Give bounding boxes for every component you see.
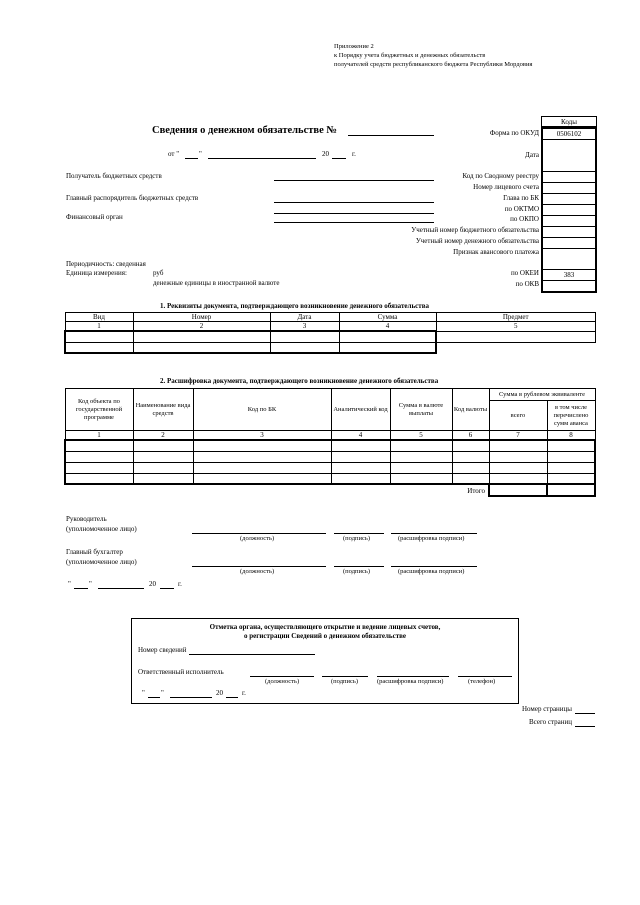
budget-oblig-label: Учетный номер бюджетного обязательства	[411, 226, 539, 234]
total-pages-label: Всего страниц	[528, 718, 572, 726]
stamp-date-year-suffix: г.	[242, 689, 246, 697]
s2-cell[interactable]	[489, 462, 547, 473]
s2-cell[interactable]	[390, 440, 452, 451]
table-row[interactable]	[65, 473, 595, 484]
s2-num-2: 2	[133, 431, 193, 441]
s1-col-date: Дата	[270, 313, 339, 322]
s2-cell[interactable]	[193, 451, 331, 462]
s2-col-advance: в том числе перечислено сумм аванса	[547, 401, 595, 431]
page-number-label: Номер страницы	[521, 705, 572, 713]
appendix-line1: Приложение 2	[334, 43, 374, 50]
budget-oblig-value[interactable]	[543, 227, 595, 238]
oktmo-label: по ОКТМО	[504, 205, 539, 213]
s2-col-kind: Наименование вида средств	[133, 389, 193, 431]
s2-num-1: 1	[65, 431, 133, 441]
s2-col-bk: Код по БК	[193, 389, 331, 431]
stamp-title-2: о регистрации Сведений о денежном обязательстве	[243, 632, 407, 640]
fin-organ-line-1[interactable]	[274, 213, 434, 214]
s2-cell[interactable]	[133, 451, 193, 462]
section2-table	[64, 388, 596, 497]
total-label: Итого	[467, 486, 485, 495]
s1-cell-vid-2[interactable]	[65, 342, 133, 353]
year-suffix: г.	[352, 150, 356, 158]
head-sublabel: (уполномоченное лицо)	[66, 525, 137, 533]
money-oblig-value[interactable]	[543, 238, 595, 249]
okud-label: Форма по ОКУД	[489, 129, 539, 137]
codes-header: Коды	[542, 117, 597, 127]
s1-num-3: 3	[270, 322, 339, 332]
s2-cell[interactable]	[452, 473, 489, 484]
chief-cap-signature: (подпись)	[343, 568, 370, 575]
sign-date-year-suffix: г.	[178, 580, 182, 588]
manager-label: Главный распорядитель бюджетных средств	[66, 194, 199, 202]
s2-col-total: всего	[489, 401, 547, 431]
s2-cell[interactable]	[547, 440, 595, 451]
chief-cap-position: (должность)	[240, 568, 275, 575]
okv-label: по ОКВ	[515, 280, 539, 288]
s1-cell-vid[interactable]	[65, 331, 133, 342]
stamp-cap-decode: (расшифровка подписи)	[377, 678, 444, 685]
date-mid: "	[199, 150, 202, 158]
okei-value[interactable]: 383	[543, 270, 595, 281]
stamp-cap-position: (должность)	[265, 678, 300, 685]
date-prefix: от "	[168, 150, 180, 158]
s2-cell[interactable]	[390, 462, 452, 473]
bk-value[interactable]	[543, 194, 595, 205]
s2-cell[interactable]	[133, 440, 193, 451]
registry-value[interactable]	[543, 172, 595, 183]
money-oblig-label: Учетный номер денежного обязательства	[415, 237, 539, 245]
s2-num-5: 5	[390, 431, 452, 441]
s1-cell-number-2[interactable]	[133, 342, 270, 353]
s2-cell[interactable]	[193, 462, 331, 473]
head-decode-line[interactable]	[391, 533, 477, 534]
appendix-line3: получателей средств республиканского бюджета Республики Мордовия	[334, 61, 533, 68]
s2-cell[interactable]	[331, 451, 390, 462]
s1-cell-sum-2[interactable]	[339, 342, 436, 353]
chief-label: Главный бухгалтер	[66, 548, 123, 556]
bk-label: Глава по БК	[503, 194, 539, 202]
sign-date-day-line[interactable]	[74, 588, 88, 589]
periodicity: Периодичность: сведенная	[66, 260, 146, 268]
s2-cell[interactable]	[331, 462, 390, 473]
s2-cell[interactable]	[489, 451, 547, 462]
head-cap-position: (должность)	[240, 535, 275, 542]
s1-num-5: 5	[436, 322, 596, 332]
page-number-line[interactable]	[575, 713, 595, 714]
date-value[interactable]	[543, 140, 595, 172]
stamp-date-year-line[interactable]	[226, 697, 238, 698]
s2-num-8: 8	[547, 431, 595, 441]
s2-cell[interactable]	[489, 440, 547, 451]
stamp-date-day-line[interactable]	[148, 697, 160, 698]
s2-col-object: Код объекта по государственной программе	[65, 389, 133, 431]
stamp-position-line[interactable]	[250, 676, 314, 677]
s1-cell-date-2[interactable]	[270, 342, 339, 353]
fin-organ-label: Финансовый орган	[66, 213, 123, 221]
head-cap-decode: (расшифровка подписи)	[398, 535, 465, 542]
unit-value: руб	[153, 269, 164, 277]
s2-cell[interactable]	[489, 473, 547, 484]
doc-number-line[interactable]	[348, 135, 434, 136]
page-title: Сведения о денежном обязательстве №	[152, 125, 337, 136]
total-pages-line[interactable]	[575, 726, 595, 727]
section1-title: 1. Реквизиты документа, подтверждающего возникновение денежного обязательства	[160, 302, 429, 310]
registry-label: Код по Сводному реестру	[462, 172, 539, 180]
s2-col-analytic: Аналитический код	[331, 389, 390, 431]
s1-cell-number[interactable]	[133, 331, 270, 342]
table-row[interactable]	[65, 451, 595, 462]
s2-col-currency-sum: Сумма в валюте выплаты	[390, 389, 452, 431]
okei-label: по ОКЕИ	[510, 269, 539, 277]
s2-cell[interactable]	[331, 473, 390, 484]
s1-col-subject: Предмет	[436, 313, 596, 322]
stamp-title-1: Отметка органа, осуществляющего открытие и ведение лицевых счетов,	[209, 623, 441, 631]
stamp-cap-signature: (подпись)	[331, 678, 358, 685]
stamp-cap-phone: (телефон)	[468, 678, 496, 685]
stamp-signature-line[interactable]	[322, 676, 368, 677]
s2-col-rub-header: Сумма в рублевом эквиваленте	[489, 389, 595, 401]
head-cap-signature: (подпись)	[343, 535, 370, 542]
s1-cell-sum[interactable]	[339, 331, 436, 342]
s1-col-number: Номер	[133, 313, 270, 322]
registration-stamp-box	[131, 618, 519, 704]
advance-value[interactable]	[543, 249, 595, 270]
s1-cell-subject-2[interactable]	[436, 342, 596, 353]
stamp-phone-line[interactable]	[458, 676, 512, 677]
appendix-line2: к Порядку учета бюджетных и денежных обязательств	[334, 52, 486, 59]
date-year-line[interactable]	[332, 158, 346, 159]
sign-date-month-line[interactable]	[98, 588, 144, 589]
advance-label: Признак авансового платежа	[453, 248, 539, 256]
s2-num-4: 4	[331, 431, 390, 441]
unit-label: Единица измерения:	[66, 269, 127, 277]
s1-num-4: 4	[339, 322, 436, 332]
s1-col-sum: Сумма	[339, 313, 436, 322]
s2-cell[interactable]	[65, 462, 133, 473]
table-row[interactable]	[65, 440, 595, 451]
sign-date-q2: "	[89, 580, 92, 588]
stamp-date-month-line[interactable]	[170, 697, 212, 698]
s2-cell[interactable]	[547, 462, 595, 473]
s2-cell[interactable]	[452, 451, 489, 462]
s1-num-1: 1	[65, 322, 133, 332]
recipient-line[interactable]	[274, 180, 434, 181]
okv-value[interactable]	[543, 281, 595, 291]
s2-cell[interactable]	[331, 440, 390, 451]
stamp-date-q1: "	[142, 689, 145, 697]
s2-cell[interactable]	[547, 473, 595, 484]
s2-cell[interactable]	[547, 451, 595, 462]
year-prefix: 20	[322, 150, 329, 158]
s2-cell[interactable]	[390, 451, 452, 462]
stamp-number-label: Номер сведений	[138, 646, 187, 654]
okpo-label: по ОКПО	[510, 215, 539, 223]
s1-num-2: 2	[133, 322, 270, 332]
chief-sublabel: (уполномоченное лицо)	[66, 558, 137, 566]
total-sum-cell[interactable]	[489, 484, 547, 496]
account-value[interactable]	[543, 183, 595, 194]
date-day-line[interactable]	[185, 158, 198, 159]
head-label: Руководитель	[66, 515, 107, 523]
table-row[interactable]	[65, 462, 595, 473]
okpo-value[interactable]	[543, 216, 595, 227]
chief-position-line[interactable]	[192, 566, 326, 567]
sign-date-q1: "	[68, 580, 71, 588]
s2-num-7: 7	[489, 431, 547, 441]
fin-organ-line-2[interactable]	[274, 222, 434, 223]
head-signature-line[interactable]	[334, 533, 384, 534]
s1-cell-subject[interactable]	[436, 331, 596, 342]
s2-cell[interactable]	[193, 473, 331, 484]
stamp-number-line[interactable]	[189, 654, 315, 655]
stamp-date-year: 20	[216, 689, 223, 697]
date-month-line[interactable]	[208, 158, 316, 159]
head-position-line[interactable]	[192, 533, 326, 534]
s1-col-vid: Вид	[65, 313, 133, 322]
currency-note: денежные единицы в иностранной валюте	[153, 279, 280, 287]
total-advance-cell[interactable]	[547, 484, 595, 496]
s2-cell[interactable]	[65, 473, 133, 484]
s2-cell[interactable]	[65, 451, 133, 462]
s2-cell[interactable]	[193, 440, 331, 451]
section1-table	[64, 312, 596, 354]
s2-cell[interactable]	[133, 462, 193, 473]
s2-cell[interactable]	[452, 440, 489, 451]
manager-line[interactable]	[274, 202, 434, 203]
account-label: Номер лицевого счета	[473, 183, 539, 191]
oktmo-value[interactable]	[543, 205, 595, 216]
s2-cell[interactable]	[390, 473, 452, 484]
stamp-executor-label: Ответственный исполнитель	[138, 668, 224, 676]
s2-col-currency-code: Код валюты	[452, 389, 489, 431]
okud-value[interactable]: 0506102	[543, 129, 595, 140]
s2-num-6: 6	[452, 431, 489, 441]
codes-box	[541, 116, 597, 293]
sign-date-year-line[interactable]	[160, 588, 174, 589]
s2-cell[interactable]	[452, 462, 489, 473]
chief-signature-line[interactable]	[334, 566, 384, 567]
chief-cap-decode: (расшифровка подписи)	[398, 568, 465, 575]
stamp-decode-line[interactable]	[377, 676, 449, 677]
recipient-label: Получатель бюджетных средств	[66, 172, 162, 180]
chief-decode-line[interactable]	[391, 566, 477, 567]
section2-title: 2. Расшифровка документа, подтверждающего возникновение денежного обязательства	[160, 377, 439, 385]
sign-date-year: 20	[149, 580, 156, 588]
s2-cell[interactable]	[65, 440, 133, 451]
s1-cell-date[interactable]	[270, 331, 339, 342]
stamp-date-q2: "	[161, 689, 164, 697]
s2-cell[interactable]	[133, 473, 193, 484]
s2-num-3: 3	[193, 431, 331, 441]
date-label: Дата	[525, 151, 539, 159]
